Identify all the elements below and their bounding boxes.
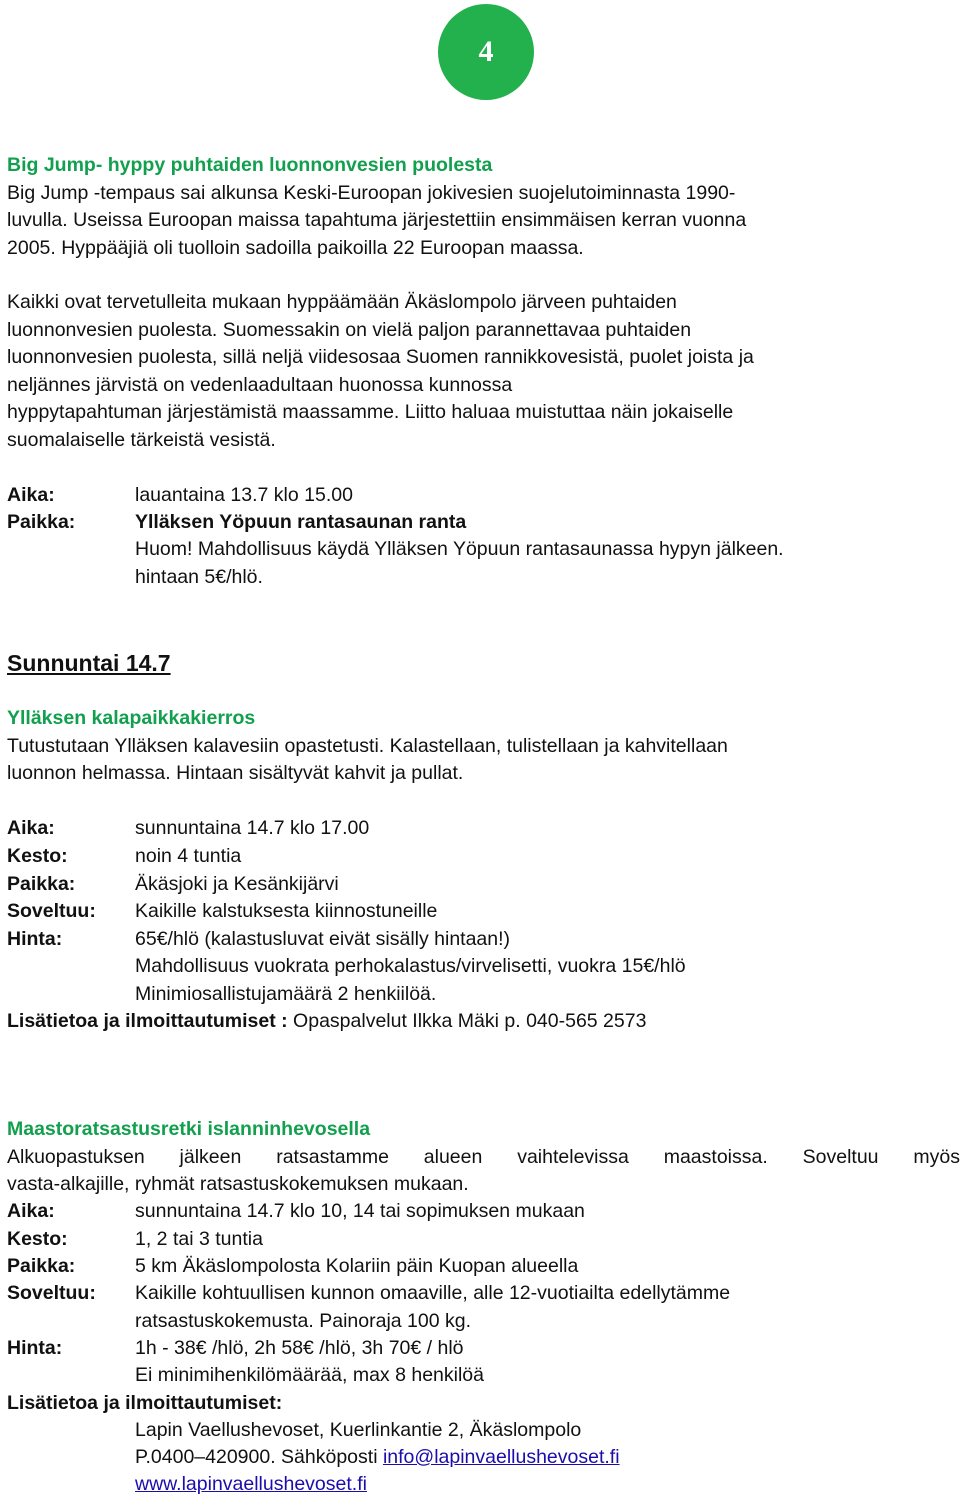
phone-text: P.0400–420900. Sähköposti (135, 1446, 383, 1468)
hinta-extra: Ei minimihenkilömäärää, max 8 henkilöä (135, 1364, 484, 1386)
soveltuu-value: Kaikille kalstuksesta kiinnostuneille (135, 900, 438, 922)
bigjump-title: Big Jump- hyppy puhtaiden luonnonvesien puolesta (7, 154, 493, 176)
contact-phone-email (135, 1446, 620, 1469)
aika-value: sunnuntaina 14.7 klo 10, 14 tai sopimuksen mukaan (135, 1200, 585, 1222)
ratsastus-title: Maastoratsastusretki islanninhevosella (7, 1118, 371, 1140)
hinta-extra: Mahdollisuus vuokrata perhokalastus/virvelisetti, vuokra 15€/hlö (135, 955, 686, 977)
soveltuu-label: Soveltuu: (7, 900, 96, 922)
bigjump-body-line: Kaikki ovat tervetulleita mukaan hyppäämään Äkäslompolo järveen puhtaiden (7, 291, 677, 313)
bigjump-intro-line: 2005. Hyppääjiä oli tuolloin sadoilla paikoilla 22 Euroopan maassa. (7, 237, 584, 259)
info-label: Lisätietoa ja ilmoittautumiset : (7, 1010, 288, 1032)
sunday-heading: Sunnuntai 14.7 (7, 650, 171, 676)
aika-value: sunnuntaina 14.7 klo 17.00 (135, 817, 370, 839)
kala-desc-line: luonnon helmassa. Hintaan sisältyvät kahvit ja pullat. (7, 762, 464, 784)
contact-address: Lapin Vaellushevoset, Kuerlinkantie 2, Äkäslompolo (135, 1419, 582, 1441)
kala-desc-line: Tutustutaan Ylläksen kalavesiin opastetusti. Kalastellaan, tulistellaan ja kahvitellaan (7, 735, 728, 757)
aika-label: Aika: (7, 817, 55, 839)
soveltuu-value: Kaikille kohtuullisen kunnon omaaville, alle 12-vuotiailta edellytämme (135, 1282, 731, 1304)
paikka-label: Paikka: (7, 511, 76, 533)
bigjump-note-price: hintaan 5€/hlö. (135, 566, 263, 588)
kesto-label: Kesto: (7, 845, 68, 867)
soveltuu-extra: ratsastuskokemusta. Painoraja 100 kg. (135, 1310, 472, 1332)
website-link[interactable]: www.lapinvaellushevoset.fi (135, 1473, 367, 1495)
bigjump-intro-line: Big Jump -tempaus sai alkunsa Keski-Euroopan jokivesien suojelutoiminnasta 1990- (7, 182, 736, 204)
kesto-label: Kesto: (7, 1228, 68, 1250)
paikka-value: Äkäsjoki ja Kesänkijärvi (135, 873, 339, 895)
bigjump-body-line: luonnonvesien puolesta. Suomessakin on vielä paljon parannettavaa puhtaiden (7, 319, 692, 341)
aika-label: Aika: (7, 484, 55, 506)
kala-info-row (7, 1010, 646, 1033)
hinta-value: 1h - 38€ /hlö, 2h 58€ /hlö, 3h 70€ / hlö (135, 1337, 464, 1359)
paikka-label: Paikka: (7, 1255, 76, 1277)
ratsastus-desc-line: Alkuopastuksen jälkeen ratsastamme alueen vaihtelevissa maastoissa. Soveltuu myös (7, 1146, 960, 1168)
ratsastus-info-label: Lisätietoa ja ilmoittautumiset: (7, 1392, 283, 1414)
soveltuu-label: Soveltuu: (7, 1282, 96, 1304)
bigjump-note-line: Huom! Mahdollisuus käydä Ylläksen Yöpuun rantasaunassa hypyn jälkeen. (135, 538, 784, 560)
kala-title: Ylläksen kalapaikkakierros (7, 707, 256, 729)
bigjump-body-line: hyppytapahtuman järjestämistä maassamme. Liitto haluaa muistuttaa näin jokaiselle (7, 401, 734, 423)
website-wrap (135, 1473, 367, 1496)
hinta-label: Hinta: (7, 928, 63, 950)
hinta-extra: Minimiosallistujamäärä 2 henkiilöä. (135, 983, 437, 1005)
hinta-value: 65€/hlö (kalastusluvat eivät sisälly hintaan!) (135, 928, 511, 950)
email-link[interactable]: info@lapinvaellushevoset.fi (382, 1446, 620, 1468)
ratsastus-desc-line: vasta-alkajille, ryhmät ratsastuskokemuksen mukaan. (7, 1173, 469, 1195)
aika-label: Aika: (7, 1200, 55, 1222)
aika-value: lauantaina 13.7 klo 15.00 (135, 484, 353, 506)
kesto-value: 1, 2 tai 3 tuntia (135, 1228, 263, 1250)
kesto-value: noin 4 tuntia (135, 845, 242, 867)
bigjump-body-line: suomalaiselle tärkeistä vesistä. (7, 429, 276, 451)
bigjump-intro-line: luvulla. Useissa Euroopan maissa tapahtuma järjestettiin ensimmäisen kerran vuonna (7, 209, 747, 231)
paikka-value: Ylläksen Yöpuun rantasaunan ranta (135, 511, 467, 533)
bigjump-body-line: neljännes järvistä on vedenlaadultaan huonossa kunnossa (7, 374, 513, 396)
paikka-value: 5 km Äkäslompolosta Kolariin päin Kuopan alueella (135, 1255, 579, 1277)
paikka-label: Paikka: (7, 873, 76, 895)
info-value: Opaspalvelut Ilkka Mäki p. 040-565 2573 (287, 1010, 647, 1032)
bigjump-body-line: luonnonvesien puolesta, sillä neljä viidesosaa Suomen rannikkovesistä, puolet joista ja (7, 346, 754, 368)
hinta-label: Hinta: (7, 1337, 63, 1359)
page-number-badge: 4 (438, 4, 534, 100)
